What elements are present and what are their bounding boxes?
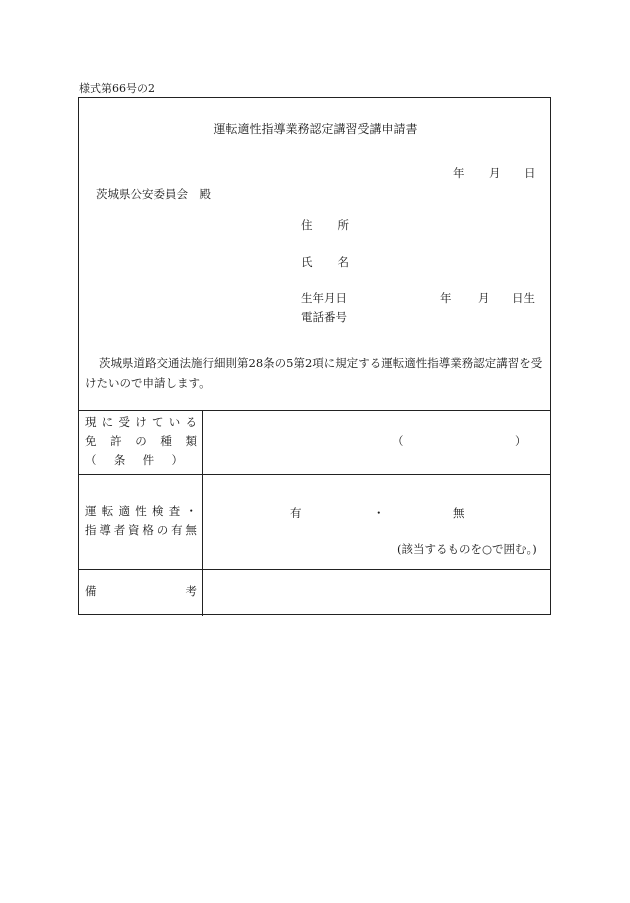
- table-top-border: [79, 410, 550, 411]
- exam-option-separator: ・: [373, 506, 385, 520]
- exam-option-yes: 有: [290, 506, 302, 520]
- birth-day-label: 日生: [512, 291, 535, 305]
- license-label-line2: 免 許 の 種 類: [85, 434, 197, 448]
- license-label-line1: 現 に 受 け て い る: [85, 415, 197, 429]
- license-label-line3: （ 条 件 ）: [85, 453, 183, 467]
- table-row-divider: [79, 474, 550, 475]
- date-year-label: 年: [453, 166, 465, 180]
- address-label: 住 所: [301, 218, 349, 232]
- table-column-divider: [202, 410, 203, 616]
- exam-label-line2: 指 導 者 資 格 の 有 無: [85, 523, 197, 537]
- table-row-divider: [79, 569, 550, 570]
- addressee: 茨城県公安委員会 殿: [96, 187, 211, 201]
- birth-month-label: 月: [478, 291, 490, 305]
- exam-note: (該当するものを○で囲む。): [397, 542, 537, 556]
- license-paren-close: ）: [515, 434, 527, 448]
- form-number: 様式第66号の2: [79, 82, 155, 95]
- license-paren-open: （: [392, 434, 404, 448]
- date-month-label: 月: [489, 166, 501, 180]
- form-title: 運転適性指導業務認定講習受講申請書: [213, 122, 418, 136]
- exam-option-no: 無: [453, 506, 465, 520]
- application-statement: 茨城県道路交通法施行細則第28条の5第2項に規定する運転適性指導業務認定講習を受けたいので申請します。: [85, 356, 543, 390]
- date-day-label: 日: [524, 166, 536, 180]
- birthdate-label: 生年月日: [301, 291, 347, 305]
- birth-year-label: 年: [440, 291, 452, 305]
- phone-label: 電話番号: [301, 310, 347, 324]
- application-form: [78, 97, 551, 615]
- name-label: 氏 名: [301, 255, 349, 269]
- exam-label-line1: 運 転 適 性 検 査 ・: [85, 504, 197, 518]
- remarks-label: 備 考: [85, 584, 197, 598]
